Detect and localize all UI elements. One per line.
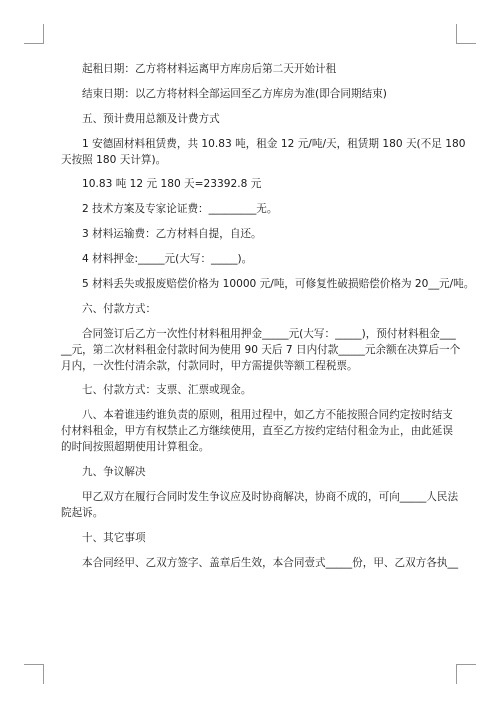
document-line: 天按照 180 天计算)。 <box>61 153 167 166</box>
document-line: 合同签订后乙方一次性付材料租用押金_____元(大写：_____)，预付材料租金___ <box>82 327 456 340</box>
document-line: 1 安德固材料租赁费，共 10.83 吨，租金 12 元/吨/天，租赁期 180 天(不足 180 <box>82 137 466 150</box>
document-line: 六、付款方式： <box>82 302 157 315</box>
paragraph-gap <box>61 293 451 302</box>
paragraph-gap <box>61 456 451 465</box>
paragraph-gap <box>61 218 451 227</box>
paragraph-gap <box>61 547 451 556</box>
paragraph-gap <box>61 103 451 112</box>
document-line: 起租日期：乙方将材料运离甲方库房后第二天开始计租 <box>82 63 337 75</box>
document-line: __元，第二次材料租金付款时间为使用 90 天后 7 日内付款_____元余额在决算后一个 <box>61 343 461 356</box>
document-line: 月内，一次性付清余款，付款同时，甲方需提供等额工程税票。 <box>61 359 358 372</box>
document-line: 2 技术方案及专家论证费：_________无。 <box>82 203 278 216</box>
paragraph-gap <box>61 243 451 252</box>
document-line: 本合同经甲、乙双方签字、盖章后生效，本合同壹式_____份，甲、乙双方各执__ <box>82 556 459 569</box>
paragraph-gap <box>61 399 451 408</box>
paragraph-gap <box>61 522 451 531</box>
document-line: 十、其它事项 <box>82 531 146 544</box>
document-line: 甲乙双方在履行合同时发生争议应及时协商解决，协商不成的，可向_____人民法 <box>82 490 459 503</box>
crop-mark-top-left <box>24 24 44 44</box>
document-line: 七、付款方式：支票、汇票或现金。 <box>82 384 252 397</box>
document-line: 4 材料押金:_____元(大写：_____)。 <box>82 253 253 266</box>
paragraph-gap <box>61 78 451 87</box>
crop-mark-top-right <box>456 24 476 44</box>
paragraph-gap <box>61 481 451 490</box>
document-line: 的时间按照超期使用计算租金。 <box>61 441 210 454</box>
crop-mark-bottom-left <box>24 664 44 684</box>
document-line: 5 材料丢失或报废赔偿价格为 10000 元/吨，可修复性破损赔偿价格为 20__元/吨。 <box>82 278 475 291</box>
document-line: 3 材料运输费：乙方材料自提，自还。 <box>82 228 262 241</box>
document-line: 结束日期：以乙方将材料全部运回至乙方库房为准(即合同期结束) <box>82 87 387 100</box>
crop-mark-bottom-right <box>456 664 476 684</box>
paragraph-gap <box>61 128 451 137</box>
paragraph-gap <box>61 374 451 383</box>
document-line: 五、预计费用总额及计费方式 <box>82 112 220 125</box>
paragraph-gap <box>61 193 451 202</box>
document-line: 10.83 吨 12 元 180 天=23392.8 元 <box>82 178 262 191</box>
document-body <box>61 62 475 571</box>
document-line: 八、本着谁违约谁负责的原则，租用过程中，如乙方不能按照合同约定按时结支 <box>82 409 453 422</box>
document-line: 付材料租金，甲方有权禁止乙方继续使用，直至乙方按约定结付租金为止，由此延误 <box>61 425 453 438</box>
paragraph-gap <box>61 268 451 277</box>
document-line: 院起诉。 <box>61 506 104 519</box>
paragraph-gap <box>61 168 451 177</box>
document-line: 九、争议解决 <box>82 466 146 479</box>
paragraph-gap <box>61 318 451 327</box>
